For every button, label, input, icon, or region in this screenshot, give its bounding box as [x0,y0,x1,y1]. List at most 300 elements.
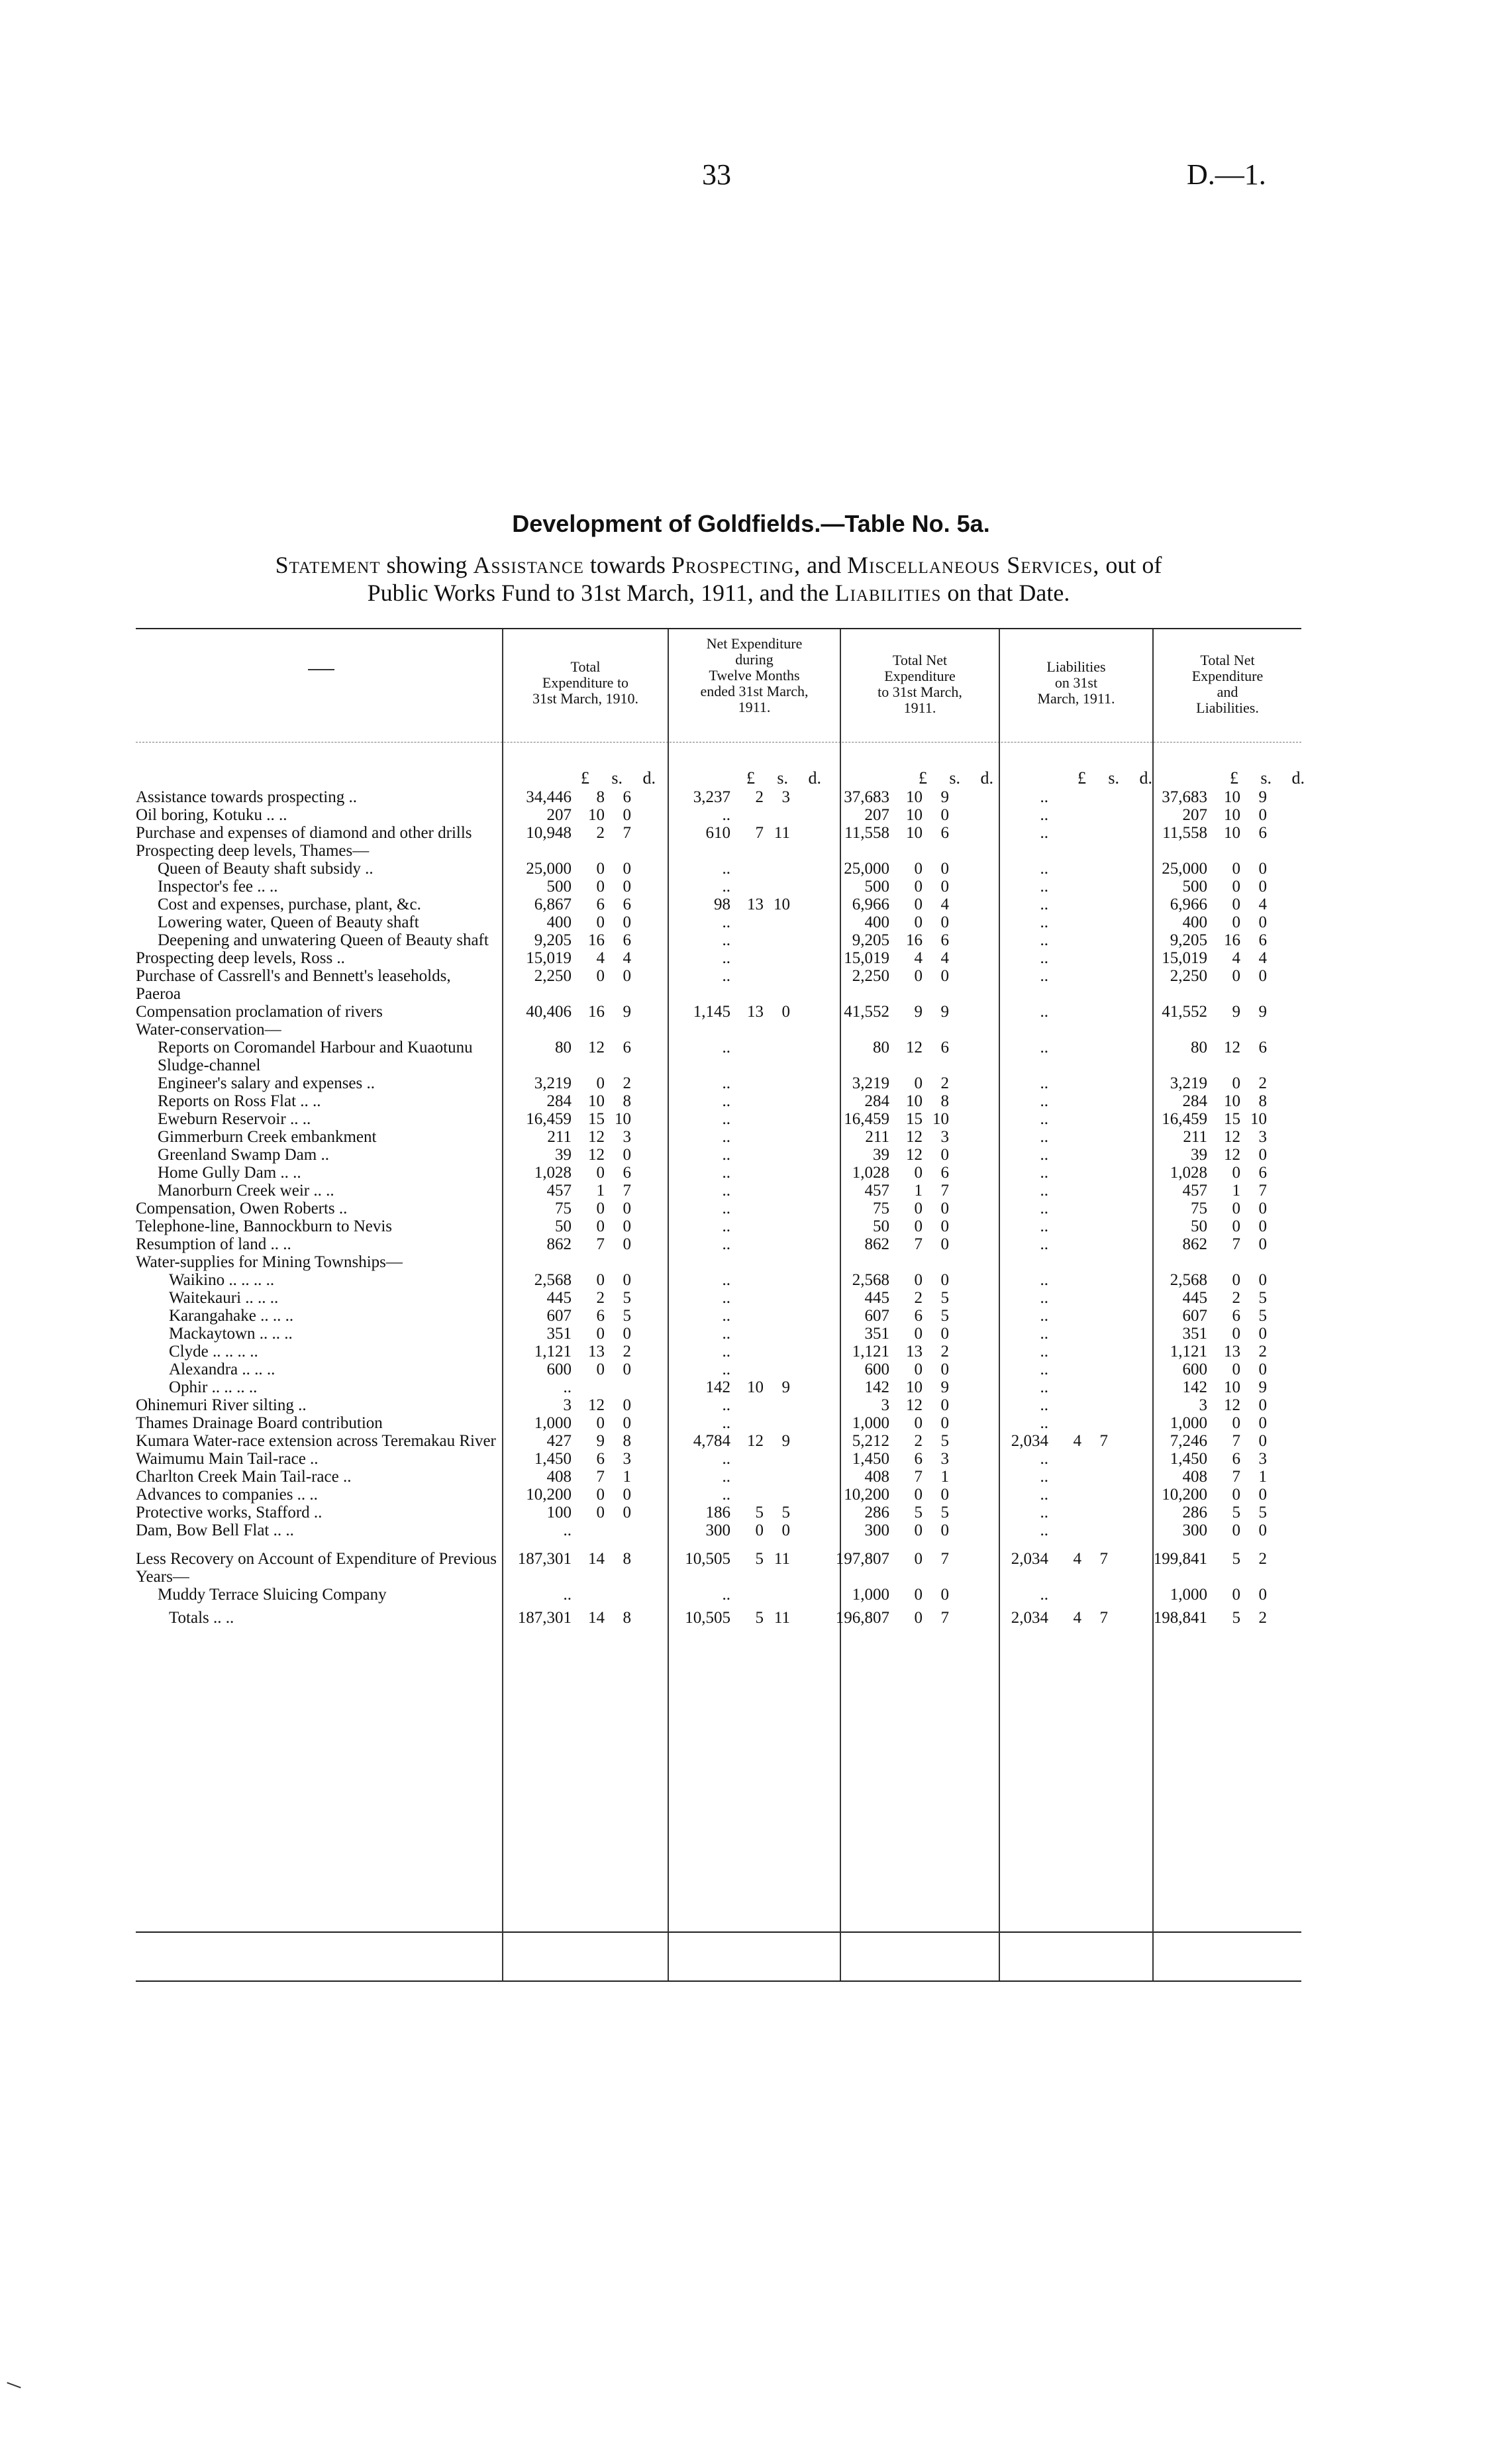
shillings-value: 5 [914,1504,923,1521]
pounds-value: 2,250 [1170,967,1207,985]
shillings-value: 12 [747,1432,764,1450]
pounds-value: 50 [555,1217,572,1235]
pence-value: 0 [623,1486,631,1504]
amount-cell [976,1271,1134,1289]
pounds-value: .. [1040,1146,1048,1164]
amount-cell [658,1164,817,1182]
amount-cell [658,1307,817,1325]
amount-cell [658,1074,817,1092]
amount-cell [976,1003,1134,1021]
row-label: Water-supplies for Mining Townships— [136,1253,403,1271]
pounds-value: 207 [1182,806,1207,824]
pence-value: 0 [623,1504,631,1521]
pounds-value: 1,000 [852,1586,889,1604]
shillings-value: 7 [1232,1235,1240,1253]
pounds-value: 351 [1182,1325,1207,1343]
shillings-value: 2 [1232,1289,1240,1307]
pounds-value: .. [722,1414,730,1432]
table-row [136,1021,1293,1039]
header-line: Liabilities [1046,658,1106,675]
shillings-value: 6 [914,1450,923,1468]
pence-value: 0 [940,806,949,824]
amount-cell [499,1128,658,1146]
pence-value: 5 [1258,1504,1267,1521]
amount-cell [499,1253,658,1271]
pence-value: 0 [1258,1414,1267,1432]
shillings-value: 9 [1232,1003,1240,1021]
pounds-value: 100 [546,1504,572,1521]
amount-cell [658,931,817,949]
amount-cell [1134,931,1293,949]
header-line: Total [570,658,601,675]
shillings-value: 0 [1232,967,1240,985]
amount-cell [658,1092,817,1110]
amount-cell [817,1468,976,1486]
amount-cell [1134,1003,1293,1021]
shillings-value: 10 [1224,824,1240,842]
pounds-value: 10,505 [685,1550,730,1568]
table-row [136,1003,1293,1021]
pence-value: 9 [1258,1378,1267,1396]
pounds-value: .. [1040,1200,1048,1217]
pounds-value: .. [1040,1092,1048,1110]
unit-s: s. [949,768,960,788]
amount-cell [817,949,976,967]
pounds-value: 40,406 [526,1003,572,1021]
shillings-value: 0 [914,1521,923,1539]
table-row [136,1307,1293,1325]
pounds-value: 10,200 [526,1486,572,1504]
amount-cell [1134,1271,1293,1289]
pence-value: 10 [932,1110,949,1128]
pounds-value: .. [722,1289,730,1307]
pounds-value: 11,558 [1162,824,1207,842]
pounds-value: 1,450 [852,1450,889,1468]
shillings-value: 9 [914,1003,923,1021]
amount-cell [499,1074,658,1092]
amount-cell [1134,967,1293,1003]
pounds-value: 10,505 [685,1609,730,1627]
shillings-value: 12 [588,1128,605,1146]
shillings-value: 0 [596,860,605,878]
unit-pound: £ [1077,768,1086,788]
amount-cell [499,1110,658,1128]
pounds-value: 11,558 [844,824,889,842]
shillings-value: 10 [747,1378,764,1396]
unit-pound: £ [581,768,589,788]
pence-value: 9 [1258,788,1267,806]
amount-cell [1134,1128,1293,1146]
amount-cell [499,1217,658,1235]
amount-cell [499,1164,658,1182]
pounds-value: 16,459 [1162,1110,1207,1128]
amount-cell [499,824,658,842]
pounds-value: 3 [563,1396,572,1414]
pounds-value: 1,028 [534,1164,572,1182]
pence-value: 0 [1258,878,1267,896]
pence-value: 10 [615,1110,631,1128]
amount-cell [658,1235,817,1253]
amount-cell [976,878,1134,896]
amount-cell [1134,1396,1293,1414]
pence-value: 0 [623,1360,631,1378]
header-line: Expenditure [884,668,956,684]
amount-cell [976,1396,1134,1414]
shillings-value: 0 [596,1271,605,1289]
shillings-value: 12 [1224,1039,1240,1056]
subtitle-word: Prospecting, [671,552,801,578]
shillings-value: 15 [1224,1110,1240,1128]
pounds-value: 351 [546,1325,572,1343]
pounds-value: 2,034 [1011,1609,1048,1627]
pounds-value: 284 [546,1092,572,1110]
pence-value: 7 [940,1550,949,1568]
pence-value: 11 [774,1550,790,1568]
pounds-value: .. [722,1307,730,1325]
unit-pound: £ [919,768,927,788]
ledger-table [136,788,1293,1627]
pounds-value: 211 [547,1128,572,1146]
amount-cell [976,1182,1134,1200]
pounds-value: 3 [1199,1396,1207,1414]
shillings-value: 14 [588,1609,605,1627]
table-row [136,878,1293,896]
shillings-value: 2 [596,824,605,842]
table-row [136,1396,1293,1414]
amount-cell [499,878,658,896]
row-label: Purchase and expenses of diamond and other drills [136,824,472,842]
table-row [136,1074,1293,1092]
amount-cell [817,878,976,896]
amount-cell [817,931,976,949]
amount-cell [1134,1074,1293,1092]
pounds-value: 142 [1182,1378,1207,1396]
shillings-value: 12 [1224,1396,1240,1414]
shillings-value: 16 [588,1003,605,1021]
pounds-value: .. [722,1325,730,1343]
header-line: ended 31st March, [700,683,809,699]
pounds-value: .. [1040,1235,1048,1253]
shillings-value: 15 [588,1110,605,1128]
pounds-value: 80 [873,1039,889,1056]
pence-value: 8 [623,1432,631,1450]
pounds-value: 600 [1182,1360,1207,1378]
pence-value: 8 [940,1092,949,1110]
table-row [136,1360,1293,1378]
amount-cell [499,1289,658,1307]
pounds-value: 445 [1182,1289,1207,1307]
pounds-value: 445 [546,1289,572,1307]
amount-cell [499,1486,658,1504]
pounds-value: 2,034 [1011,1432,1048,1450]
amount-cell [976,860,1134,878]
amount-cell [817,788,976,806]
pence-value: 0 [623,1396,631,1414]
pounds-value: .. [722,1235,730,1253]
pence-value: 2 [940,1074,949,1092]
pence-value: 0 [940,860,949,878]
amount-cell [499,806,658,824]
amount-cell [817,1325,976,1343]
pence-value: 3 [940,1128,949,1146]
table-row [136,806,1293,824]
amount-cell [499,931,658,949]
pounds-value: 198,841 [1153,1609,1207,1627]
pounds-value: 2,250 [852,967,889,985]
pounds-value: 300 [864,1521,889,1539]
shillings-value: 14 [588,1550,605,1568]
amount-cell [976,1325,1134,1343]
shillings-value: 0 [596,1074,605,1092]
shillings-value: 7 [596,1468,605,1486]
shillings-value: 0 [1232,1200,1240,1217]
amount-cell [817,1039,976,1074]
amount-cell [1134,949,1293,967]
amount-cell [658,1003,817,1021]
table-row [136,1146,1293,1164]
amount-cell [976,1164,1134,1182]
row-label: Waitekauri .. .. .. [169,1289,279,1307]
pounds-value: .. [1040,967,1048,985]
pounds-value: 15,019 [1162,949,1207,967]
pounds-value: 207 [546,806,572,824]
pounds-value: 286 [864,1504,889,1521]
shillings-value: 1 [596,1182,605,1200]
row-label: Oil boring, Kotuku .. .. [136,806,287,824]
pence-value: 5 [623,1307,631,1325]
amount-cell [499,1092,658,1110]
amount-cell [817,1092,976,1110]
shillings-value: 10 [1224,1092,1240,1110]
amount-cell [976,824,1134,842]
pence-value: 4 [1258,949,1267,967]
pounds-value: 75 [1191,1200,1207,1217]
pence-value: 3 [940,1450,949,1468]
amount-cell [817,1182,976,1200]
shillings-value: 6 [596,896,605,913]
table-row [136,1550,1293,1586]
amount-cell [976,1039,1134,1074]
unit-labels [874,768,993,788]
amount-cell [658,1486,817,1504]
amount-cell [499,1325,658,1343]
table-row [136,1039,1293,1074]
amount-cell [1134,1468,1293,1486]
pounds-value: 610 [705,824,730,842]
amount-cell [817,1396,976,1414]
pounds-value: 457 [864,1182,889,1200]
pounds-value: .. [722,1271,730,1289]
pence-value: 0 [1258,1271,1267,1289]
shillings-value: 0 [914,1586,923,1604]
amount-cell [976,1200,1134,1217]
pounds-value: .. [1040,1128,1048,1146]
pounds-value: .. [722,967,730,985]
amount-cell [499,1450,658,1468]
shillings-value: 12 [906,1396,923,1414]
amount-cell [499,896,658,913]
shillings-value: 2 [914,1289,923,1307]
table-row [136,1110,1293,1128]
amount-cell [499,860,658,878]
amount-cell [817,967,976,1003]
amount-cell [1134,1164,1293,1182]
pence-value: 0 [781,1003,790,1021]
pounds-value: 2,568 [534,1271,572,1289]
pence-value: 0 [1258,1432,1267,1450]
less-recovery-label: Less Recovery on Account of Expenditure of Previous Years— [136,1550,497,1586]
pounds-value: .. [1040,1325,1048,1343]
header-line: Expenditure to [542,674,629,691]
shillings-value: 0 [1232,860,1240,878]
pence-value: 2 [1258,1550,1267,1568]
pence-value: 2 [1258,1074,1267,1092]
shillings-value: 7 [596,1235,605,1253]
pounds-value: .. [722,806,730,824]
pence-value: 6 [1258,1164,1267,1182]
row-label: Totals .. .. [169,1609,234,1627]
amount-cell [817,1432,976,1450]
amount-cell [1134,1289,1293,1307]
table-row [136,1432,1293,1450]
header-line: during [735,651,774,668]
pounds-value: 607 [546,1307,572,1325]
amount-cell [499,967,658,1003]
column-header-total-1910 [503,659,668,707]
amount-cell [658,1360,817,1378]
pence-value: 0 [1258,913,1267,931]
amount-cell [817,860,976,878]
pence-value: 0 [940,1486,949,1504]
pounds-value: 80 [555,1039,572,1056]
amount-cell [499,1343,658,1360]
shillings-value: 0 [596,1504,605,1521]
pounds-value: .. [722,1074,730,1092]
amount-cell [499,913,658,931]
pounds-value: 80 [1191,1039,1207,1056]
shillings-value: 10 [1224,788,1240,806]
pence-value: 0 [940,1217,949,1235]
pounds-value: 6,966 [1170,896,1207,913]
pence-value: 6 [940,1164,949,1182]
amount-cell [817,1253,976,1271]
pence-value: 5 [940,1307,949,1325]
totals-top-rule [136,1931,1301,1933]
amount-cell [976,967,1134,1003]
amount-cell [499,1360,658,1378]
spacer-row [136,1539,1293,1550]
shillings-value: 16 [906,931,923,949]
pounds-value: 1,450 [1170,1450,1207,1468]
pence-value: 8 [623,1609,631,1627]
amount-cell [658,1343,817,1360]
amount-cell [1134,1253,1293,1271]
amount-cell [499,1504,658,1521]
pence-value: 3 [623,1128,631,1146]
amount-cell [499,1396,658,1414]
pence-value: 0 [940,1235,949,1253]
header-line: on 31st [1054,674,1098,691]
shillings-value: 0 [596,1325,605,1343]
pence-value: 0 [623,860,631,878]
amount-cell [1134,1450,1293,1468]
pounds-value: .. [722,1164,730,1182]
pounds-value: 500 [1182,878,1207,896]
row-label: Telephone-line, Bannockburn to Nevis [136,1217,393,1235]
unit-d: d. [642,768,656,788]
shillings-value: 0 [596,1164,605,1182]
row-label: Karangahake .. .. .. [169,1307,294,1325]
pounds-value: .. [722,1468,730,1486]
pounds-value: 50 [1191,1217,1207,1235]
pounds-value: .. [722,1586,730,1604]
row-label: Resumption of land .. .. [136,1235,291,1253]
shillings-value: 13 [1224,1343,1240,1360]
shillings-value: 2 [755,788,764,806]
amount-cell [976,806,1134,824]
header-line: March, 1911. [1037,690,1115,707]
shillings-value: 13 [906,1343,923,1360]
pounds-value: .. [1040,913,1048,931]
amount-cell [1134,1200,1293,1217]
pence-value: 2 [623,1343,631,1360]
pounds-value: .. [1040,1271,1048,1289]
amount-cell [976,1378,1134,1396]
pence-value: 11 [774,1609,790,1627]
top-rule [136,628,1301,629]
pounds-value: .. [722,1110,730,1128]
pounds-value: .. [1040,806,1048,824]
amount-cell [976,1074,1134,1092]
amount-cell [658,913,817,931]
pence-value: 7 [623,1182,631,1200]
shillings-value: 0 [596,1360,605,1378]
pence-value: 6 [1258,824,1267,842]
pounds-value: 142 [705,1378,730,1396]
pence-value: 8 [623,1092,631,1110]
shillings-value: 4 [1073,1550,1081,1568]
pence-value: 0 [623,1146,631,1164]
row-label: Ohinemuri River silting .. [136,1396,307,1414]
row-label: Mackaytown .. .. .. [169,1325,293,1343]
shillings-value: 4 [596,949,605,967]
pence-value: 0 [1258,860,1267,878]
table-row [136,1604,1293,1627]
amount-cell [976,1110,1134,1128]
pence-value: 1 [940,1468,949,1486]
pounds-value: .. [722,1343,730,1360]
row-label: Engineer's salary and expenses .. [158,1074,376,1092]
pounds-value: .. [1040,1074,1048,1092]
shillings-value: 0 [914,896,923,913]
pence-value: 5 [940,1504,949,1521]
amount-cell [817,1604,976,1627]
pence-value: 5 [623,1289,631,1307]
shillings-value: 10 [906,1092,923,1110]
pounds-value: 15,019 [526,949,572,967]
amount-cell [658,878,817,896]
shillings-value: 10 [906,1378,923,1396]
amount-cell [1134,842,1293,860]
bottom-rule [136,1980,1301,1982]
table-row [136,1200,1293,1217]
pounds-value: .. [722,1200,730,1217]
shillings-value: 1 [914,1182,923,1200]
shillings-value: 7 [914,1468,923,1486]
amount-cell [658,1432,817,1450]
pounds-value: .. [563,1521,572,1539]
pounds-value: 408 [546,1468,572,1486]
